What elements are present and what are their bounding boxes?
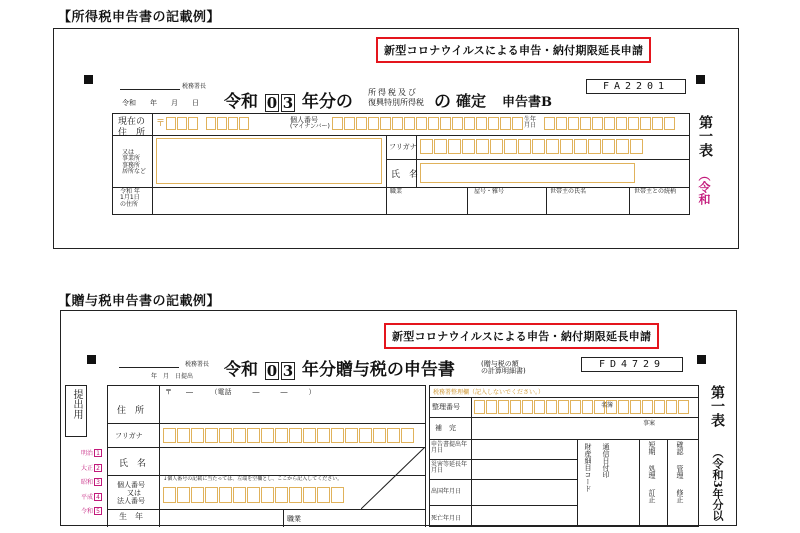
household-head-label: 世帯主の氏名 <box>550 188 587 195</box>
trade-name-label: 屋号・雅号 <box>474 188 505 195</box>
office-vertical-process: 処理 <box>648 465 656 479</box>
title-rest: 年分贈与税の申告書 <box>301 360 455 380</box>
income-tax-form <box>53 28 739 249</box>
postal-code-boxes-2[interactable] <box>206 117 250 130</box>
title-paren: (贈与税の額 の計算明細書) <box>481 360 526 376</box>
office-row-extension-date: 災害等延長年月日 <box>431 461 468 475</box>
income-side-label: 第一表 <box>697 115 713 157</box>
office-vertical-correction: 訂正 <box>648 489 656 503</box>
title-no: の <box>434 92 451 112</box>
gift-tax-office-label: 税務署長 <box>185 361 210 368</box>
office-row-departure-date: 出国年月日 <box>431 488 462 495</box>
gift-birth-label: 生 年 <box>119 512 143 521</box>
gift-mynumber-label: 個人番号 又は 法人番号 <box>117 481 145 506</box>
furigana-boxes[interactable] <box>420 139 644 154</box>
birth-label: 生年 月日 <box>524 116 537 130</box>
gift-date-row: 年 月 日提出 <box>151 373 194 380</box>
office-row-complement: 補 完 <box>435 424 456 432</box>
tax-office-underline <box>120 89 180 90</box>
gift-tax-section-title: 【贈与税申告書の記載例】 <box>58 294 221 309</box>
postal-mark: 〒 <box>156 119 166 129</box>
address-field[interactable] <box>156 138 382 184</box>
date-row: 令和 年 月 日 <box>122 99 199 107</box>
income-side-label-era: （令和 <box>697 169 711 205</box>
prev-address-label: 令和 年 1月1日 の住所 <box>120 188 140 208</box>
tax-office-label: 税務署長 <box>182 83 207 90</box>
corner-marker <box>87 355 96 364</box>
submit-label: 提出用 <box>71 389 82 419</box>
office-vertical-property-code: 財産細目コード <box>584 443 592 492</box>
gift-address-field[interactable] <box>163 399 421 419</box>
title-era: 令和 <box>224 360 258 380</box>
title-bunno: 年分の <box>301 92 353 112</box>
office-vertical-date-stamp: 通信日付印 <box>602 443 610 478</box>
year-digit: 3 <box>282 361 294 380</box>
income-tax-section-title: 【所得税申告書の記載例】 <box>58 10 221 25</box>
gift-furigana-label: フリガナ <box>115 432 143 440</box>
birth-date-boxes[interactable] <box>544 117 676 130</box>
alt-address-label: 又は 事業所 事務所 居所など <box>122 149 147 175</box>
gift-tax-form-code: FD4729 <box>581 357 683 372</box>
office-row-serial: 整理番号 <box>432 403 460 411</box>
gift-tax-title <box>224 355 455 380</box>
address-label: 現在の 住 所 <box>118 117 146 138</box>
gift-side-label: 第一表 <box>709 385 725 427</box>
office-row-submission-date: 申告書提出年月日 <box>431 441 468 455</box>
office-vertical-short: 短期 <box>648 441 656 455</box>
office-col-case: 事案 <box>643 420 656 427</box>
income-tax-title <box>224 87 353 112</box>
occupation-label: 職業 <box>390 188 403 195</box>
office-vertical-amend: 修正 <box>676 489 684 503</box>
tax-name-line1: 所得税及び <box>368 88 418 97</box>
year-digit: 0 <box>266 361 278 380</box>
income-tax-form-code: FA2201 <box>586 79 686 94</box>
gift-name-label: 氏 名 <box>119 459 147 469</box>
office-row-death-date: 死亡年月日 <box>431 515 462 522</box>
office-serial-boxes <box>474 400 690 414</box>
gift-mynumber-note: ↓個人番号の記載に当たっては、左端を空欄とし、ここから記入してください。 <box>163 476 343 482</box>
gift-mynumber-boxes[interactable] <box>163 487 345 503</box>
gift-occupation-label: 職業 <box>287 515 301 523</box>
corner-marker <box>84 75 93 84</box>
gift-address-label: 住 所 <box>117 406 145 416</box>
gift-tax-form <box>60 310 737 526</box>
title-form: 申告書B <box>502 95 552 110</box>
diagonal-slash <box>361 447 425 509</box>
year-digit: 0 <box>266 93 278 112</box>
gift-side-label-era: （令和3年分以 <box>711 447 724 521</box>
title-kakutei: 確定 <box>456 92 487 110</box>
office-vertical-manage: 管理 <box>676 465 684 479</box>
office-header: 税務署整理欄（記入しないでください。） <box>433 389 545 396</box>
name-label: 氏 名 <box>391 170 419 180</box>
office-col-roster: 名簿 <box>601 402 614 409</box>
office-vertical-confirm: 確認 <box>676 441 684 455</box>
gift-postal-phone: 〒 ― （電話 ― ― ） <box>165 388 316 396</box>
mynumber-boxes[interactable] <box>332 117 524 130</box>
corner-marker <box>696 75 705 84</box>
era-list: 明治 1 大正 2 昭和 3 平成 4 令和 5 <box>81 447 102 520</box>
gift-tax-extension-notice: 新型コロナウイルスによる申告・納付期限延長申請 <box>384 323 659 349</box>
corner-marker <box>697 355 706 364</box>
relationship-label: 世帯主との続柄 <box>634 188 677 195</box>
mynumber-label: 個人番号 (マイナンバー) <box>290 116 330 131</box>
gift-furigana-boxes[interactable] <box>163 428 415 443</box>
name-field[interactable] <box>420 163 635 183</box>
title-era: 令和 <box>224 92 258 112</box>
year-digit: 3 <box>282 93 294 112</box>
furigana-label: フリガナ <box>389 143 417 151</box>
income-tax-extension-notice: 新型コロナウイルスによる申告・納付期限延長申請 <box>376 37 651 63</box>
tax-name-line2: 復興特別所得税 <box>368 98 424 107</box>
postal-code-boxes[interactable] <box>166 117 199 130</box>
